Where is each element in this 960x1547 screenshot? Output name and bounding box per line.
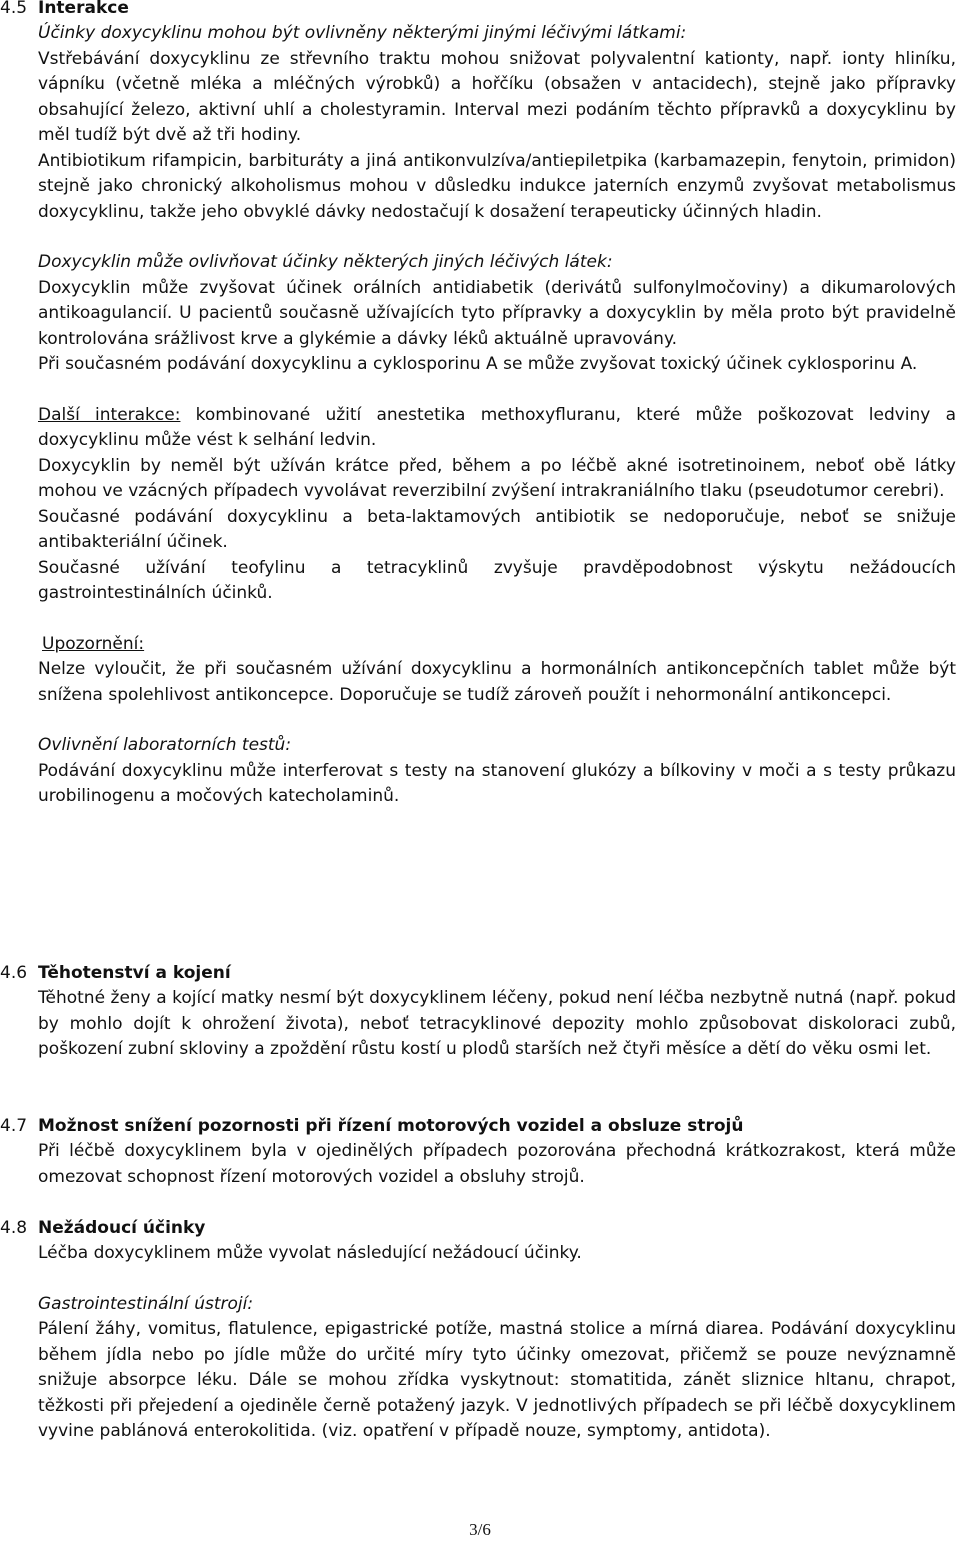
section-body (0, 21, 960, 810)
paragraph: Vstřebávání doxycyklinu ze střevního traktu mohou snižovat polyvalentní kationty, např. ionty hliníku, vápníku (včetně mléka a mléčných výrobků) a hořčíku (obsažen v antacidech), stejně jako přípravky obsahující železo, aktivní uhlí a cholestyramin. Interval mezi podáním těchto přípravků a doxycyklinu by měl tudíž být dvě až tři hodiny. (38, 48, 956, 145)
paragraph: Doxycyklin může zvyšovat účinek orálních antidiabetik (derivátů sulfonylmočoviny) a dikumarolových antikoagulancií. U pacientů současně užívajících tyto přípravky a doxycyklin by měla proto být pravidelně kontrolována srážlivost krve a glykémie a dávky léků aktuálně upravovány. (38, 277, 956, 349)
section-number: 4.8 (0, 1218, 28, 1238)
paragraph: Nelze vyloučit, že při současném užívání doxycyklinu a hormonálních antikoncepčních tablet může být snížena spolehlivost antikoncepce. Doporučuje se tudíž zároveň použít i nehormonální antikoncepci. (38, 659, 956, 705)
warning-heading: Upozornění: (42, 633, 145, 654)
spacer (38, 1267, 956, 1292)
subheading: Doxycyklin může ovlivňovat účinky některých jiných léčivých látek: (38, 252, 613, 272)
section-number: 4.5 (0, 0, 28, 18)
section-body (0, 1139, 960, 1190)
paragraph: Při současném podávání doxycyklinu a cyklosporinu A se může zvyšovat toxický účinek cyklosporinu A. (38, 354, 918, 374)
subheading (38, 632, 956, 658)
section-number: 4.6 (0, 963, 28, 983)
section-heading (0, 1216, 960, 1241)
section-title: Interakce (38, 0, 129, 18)
section-number: 4.7 (0, 1116, 28, 1136)
section-heading (0, 961, 960, 986)
subheading: Ovlivnění laboratorních testů: (38, 735, 292, 755)
section-title: Těhotenství a kojení (38, 963, 231, 983)
subheading: Gastrointestinální ústrojí: (38, 1293, 254, 1314)
page-number: 3/6 (469, 1520, 491, 1539)
section-4-7 (0, 1114, 960, 1190)
paragraph (38, 403, 956, 454)
paragraph: Při léčbě doxycyklinem byla v ojedinělých případech pozorována přechodná krátkozrakost, která může omezovat schopnost řízení motorových vozidel a obsluhy strojů. (38, 1141, 956, 1187)
spacer (38, 378, 956, 403)
section-4-8 (0, 1216, 960, 1445)
paragraph-lead: Další interakce: (38, 404, 181, 425)
section-heading (0, 1114, 960, 1139)
section-heading (0, 0, 960, 21)
section-body (0, 986, 960, 1063)
spacer (38, 708, 956, 733)
paragraph: Léčba doxycyklinem může vyvolat následující nežádoucí účinky. (38, 1243, 582, 1263)
paragraph: Těhotné ženy a kojící matky nesmí být doxycyklinem léčeny, pokud není léčba nezbytně nutná (např. pokud by mohlo dojít k ohrožení života), neboť tetracyklinové depozity mohlo způsobovat diskoloraci zubů, poškození zubní skloviny a zpoždění růstu kostí u plodů starších než čtyři měsíce a dětí do věku osmi let. (38, 988, 956, 1059)
paragraph: Antibiotikum rifampicin, barbituráty a jiná antikonvulzíva/antiepiletpika (karbamazepin, fenytoin, primidon) stejně jako chronický alkoholismus mohou v důsledku indukce jaterních enzymů zvyšovat metabolismus doxycyklinu, takže jeho obvyklé dávky nedostačují k dosažení terapeuticky účinných hladin. (38, 150, 956, 222)
paragraph-text: kombinované užití anestetika methoxyfluranu, které může poškozovat ledviny a doxycyklinu může vést k selhání ledvin. (38, 404, 956, 450)
section-title: Možnost snížení pozornosti při řízení motorových vozidel a obsluze strojů (38, 1116, 744, 1136)
paragraph: Doxycyklin by neměl být užíván krátce před, během a po léčbě akné isotretinoinem, neboť obě látky mohou ve vzácných případech vyvolávat reverzibilní zvýšení intrakraniálního tlaku (pseudotumor cerebri). (38, 455, 956, 501)
paragraph: Současné užívání teofylinu a tetracyklinů zvyšuje pravděpodobnost výskytu nežádoucích gastrointestinálních účinků. (38, 557, 956, 603)
section-4-6 (0, 961, 960, 1063)
section-body (0, 1241, 960, 1445)
spacer (38, 225, 956, 250)
subheading: Účinky doxycyklinu mohou být ovlivněny některými jinými léčivými látkami: (38, 23, 687, 43)
paragraph: Současné podávání doxycyklinu a beta-laktamových antibiotik se nedoporučuje, neboť se snižuje antibakteriální účinek. (38, 506, 956, 552)
paragraph: Pálení žáhy, vomitus, flatulence, epigastrické potíže, mastná stolice a mírná diarea. Podávání doxycyklinu během jídla nebo po jídle může do určité míry tyto účinky omezovat, přičemž se pouze nevýznamně snižuje absorpce léku. Dále se mohou zřídka vyskytnout: stomatitida, zánět sliznice hltanu, chrapot, těžkosti při přejedení a ojediněle černě potažený jazyk. V jednotlivých případech se při léčbě doxycyklinem vyvine pablánová enterokolitida. (viz. opatření v případě nouze, symptomy, antidota). (38, 1319, 956, 1441)
paragraph: Podávání doxycyklinu může interferovat s testy na stanovení glukózy a bílkoviny v moči a s testy průkazu urobilinogenu a močových katecholaminů. (38, 760, 956, 806)
spacer (38, 607, 956, 632)
section-title: Nežádoucí účinky (38, 1218, 206, 1238)
